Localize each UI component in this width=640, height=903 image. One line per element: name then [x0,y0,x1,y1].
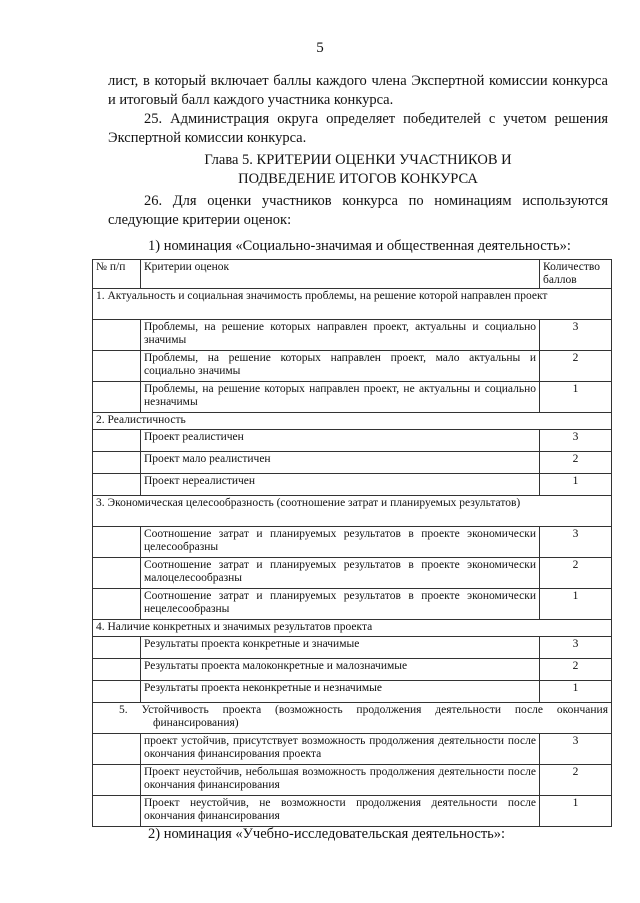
criterion-score: 3 [540,527,612,558]
table-row [93,659,612,681]
criterion-text: Проект неустойчив, небольшая возможность продолжения деятельности после окончания финансирования [141,765,540,796]
table-row [93,351,612,382]
table-row [93,681,612,703]
criterion-score: 3 [540,637,612,659]
table-row [93,734,612,765]
criterion-score: 3 [540,320,612,351]
group-row [93,620,612,637]
table-row [93,765,612,796]
criterion-score: 1 [540,382,612,413]
table-row [93,474,612,496]
criterion-text: Соотношение затрат и планируемых результатов в проекте экономически целесообразны [141,527,540,558]
table-row [93,452,612,474]
table-row [93,589,612,620]
header-num: № п/п [93,260,141,289]
criterion-score: 2 [540,558,612,589]
table-header-row [93,260,612,289]
table-row [93,320,612,351]
paragraph-26: 26. Для оценки участников конкурса по номинациям используются следующие критерии оценок: [108,193,608,228]
table-row [93,430,612,452]
criterion-score: 2 [540,452,612,474]
group-row [93,289,612,320]
criterion-score: 3 [540,734,612,765]
criterion-text: Соотношение затрат и планируемых результатов в проекте экономически малоцелесообразны [141,558,540,589]
table-row [93,527,612,558]
criterion-score: 2 [540,659,612,681]
group-title: 1. Актуальность и социальная значимость проблемы, на решение которой направлен проект [93,289,612,320]
group-title: 2. Реалистичность [93,413,612,430]
criterion-score: 3 [540,430,612,452]
group-row [93,413,612,430]
group-row [93,496,612,527]
criterion-text: проект устойчив, присутствует возможность продолжения деятельности после окончания финансирования проекта [141,734,540,765]
group-title: 4. Наличие конкретных и значимых результатов проекта [93,620,612,637]
chapter-heading-line2: ПОДВЕДЕНИЕ ИТОГОВ КОНКУРСА [238,171,478,187]
paragraph-continued: лист, в который включает баллы каждого члена Экспертной комиссии конкурса и итоговый балл каждого участника конкурса. [108,73,608,108]
header-score: Количество баллов [540,260,612,289]
criterion-text: Результаты проекта неконкретные и незначимые [141,681,540,703]
page-number: 5 [316,40,324,56]
criteria-table [92,259,612,827]
criterion-text: Проблемы, на решение которых направлен проект, актуальны и социально значимы [141,320,540,351]
chapter-heading [108,151,608,189]
header-criteria: Критерии оценок [141,260,540,289]
criterion-text: Результаты проекта малоконкретные и малозначимые [141,659,540,681]
criterion-text: Результаты проекта конкретные и значимые [141,637,540,659]
criterion-score: 1 [540,474,612,496]
criterion-score: 2 [540,351,612,382]
table-row [93,558,612,589]
nomination-2-heading: 2) номинация «Учебно-исследовательская деятельность»: [148,826,506,842]
criterion-score: 2 [540,765,612,796]
criterion-score: 1 [540,796,612,827]
paragraph-25: 25. Администрация округа определяет победителей с учетом решения Экспертной комиссии конкурса. [108,111,608,146]
table-row [93,637,612,659]
criterion-text: Проект нереалистичен [141,474,540,496]
criterion-score: 1 [540,589,612,620]
intro-block [108,72,608,148]
criterion-text: Соотношение затрат и планируемых результатов в проекте экономически нецелесообразны [141,589,540,620]
group-title: 3. Экономическая целесообразность (соотношение затрат и планируемых результатов) [93,496,612,527]
criterion-text: Проблемы, на решение которых направлен проект, мало актуальны и социально значимы [141,351,540,382]
criterion-text: Проект неустойчив, не возможности продолжения деятельности после окончания финансирования [141,796,540,827]
chapter-heading-line1: Глава 5. КРИТЕРИИ ОЦЕНКИ УЧАСТНИКОВ И [204,152,512,168]
table-row [93,382,612,413]
paragraph-26-block [108,192,608,230]
criterion-text: Проект мало реалистичен [141,452,540,474]
group-row [93,703,612,734]
group-title: 5. Устойчивость проекта (возможность продолжения деятельности после окончания финансирования) [93,703,612,734]
nomination-1-heading: 1) номинация «Социально-значимая и общественная деятельность»: [148,238,571,254]
table-row [93,796,612,827]
criterion-text: Проект реалистичен [141,430,540,452]
criterion-score: 1 [540,681,612,703]
criterion-text: Проблемы, на решение которых направлен проект, не актуальны и социально незначимы [141,382,540,413]
